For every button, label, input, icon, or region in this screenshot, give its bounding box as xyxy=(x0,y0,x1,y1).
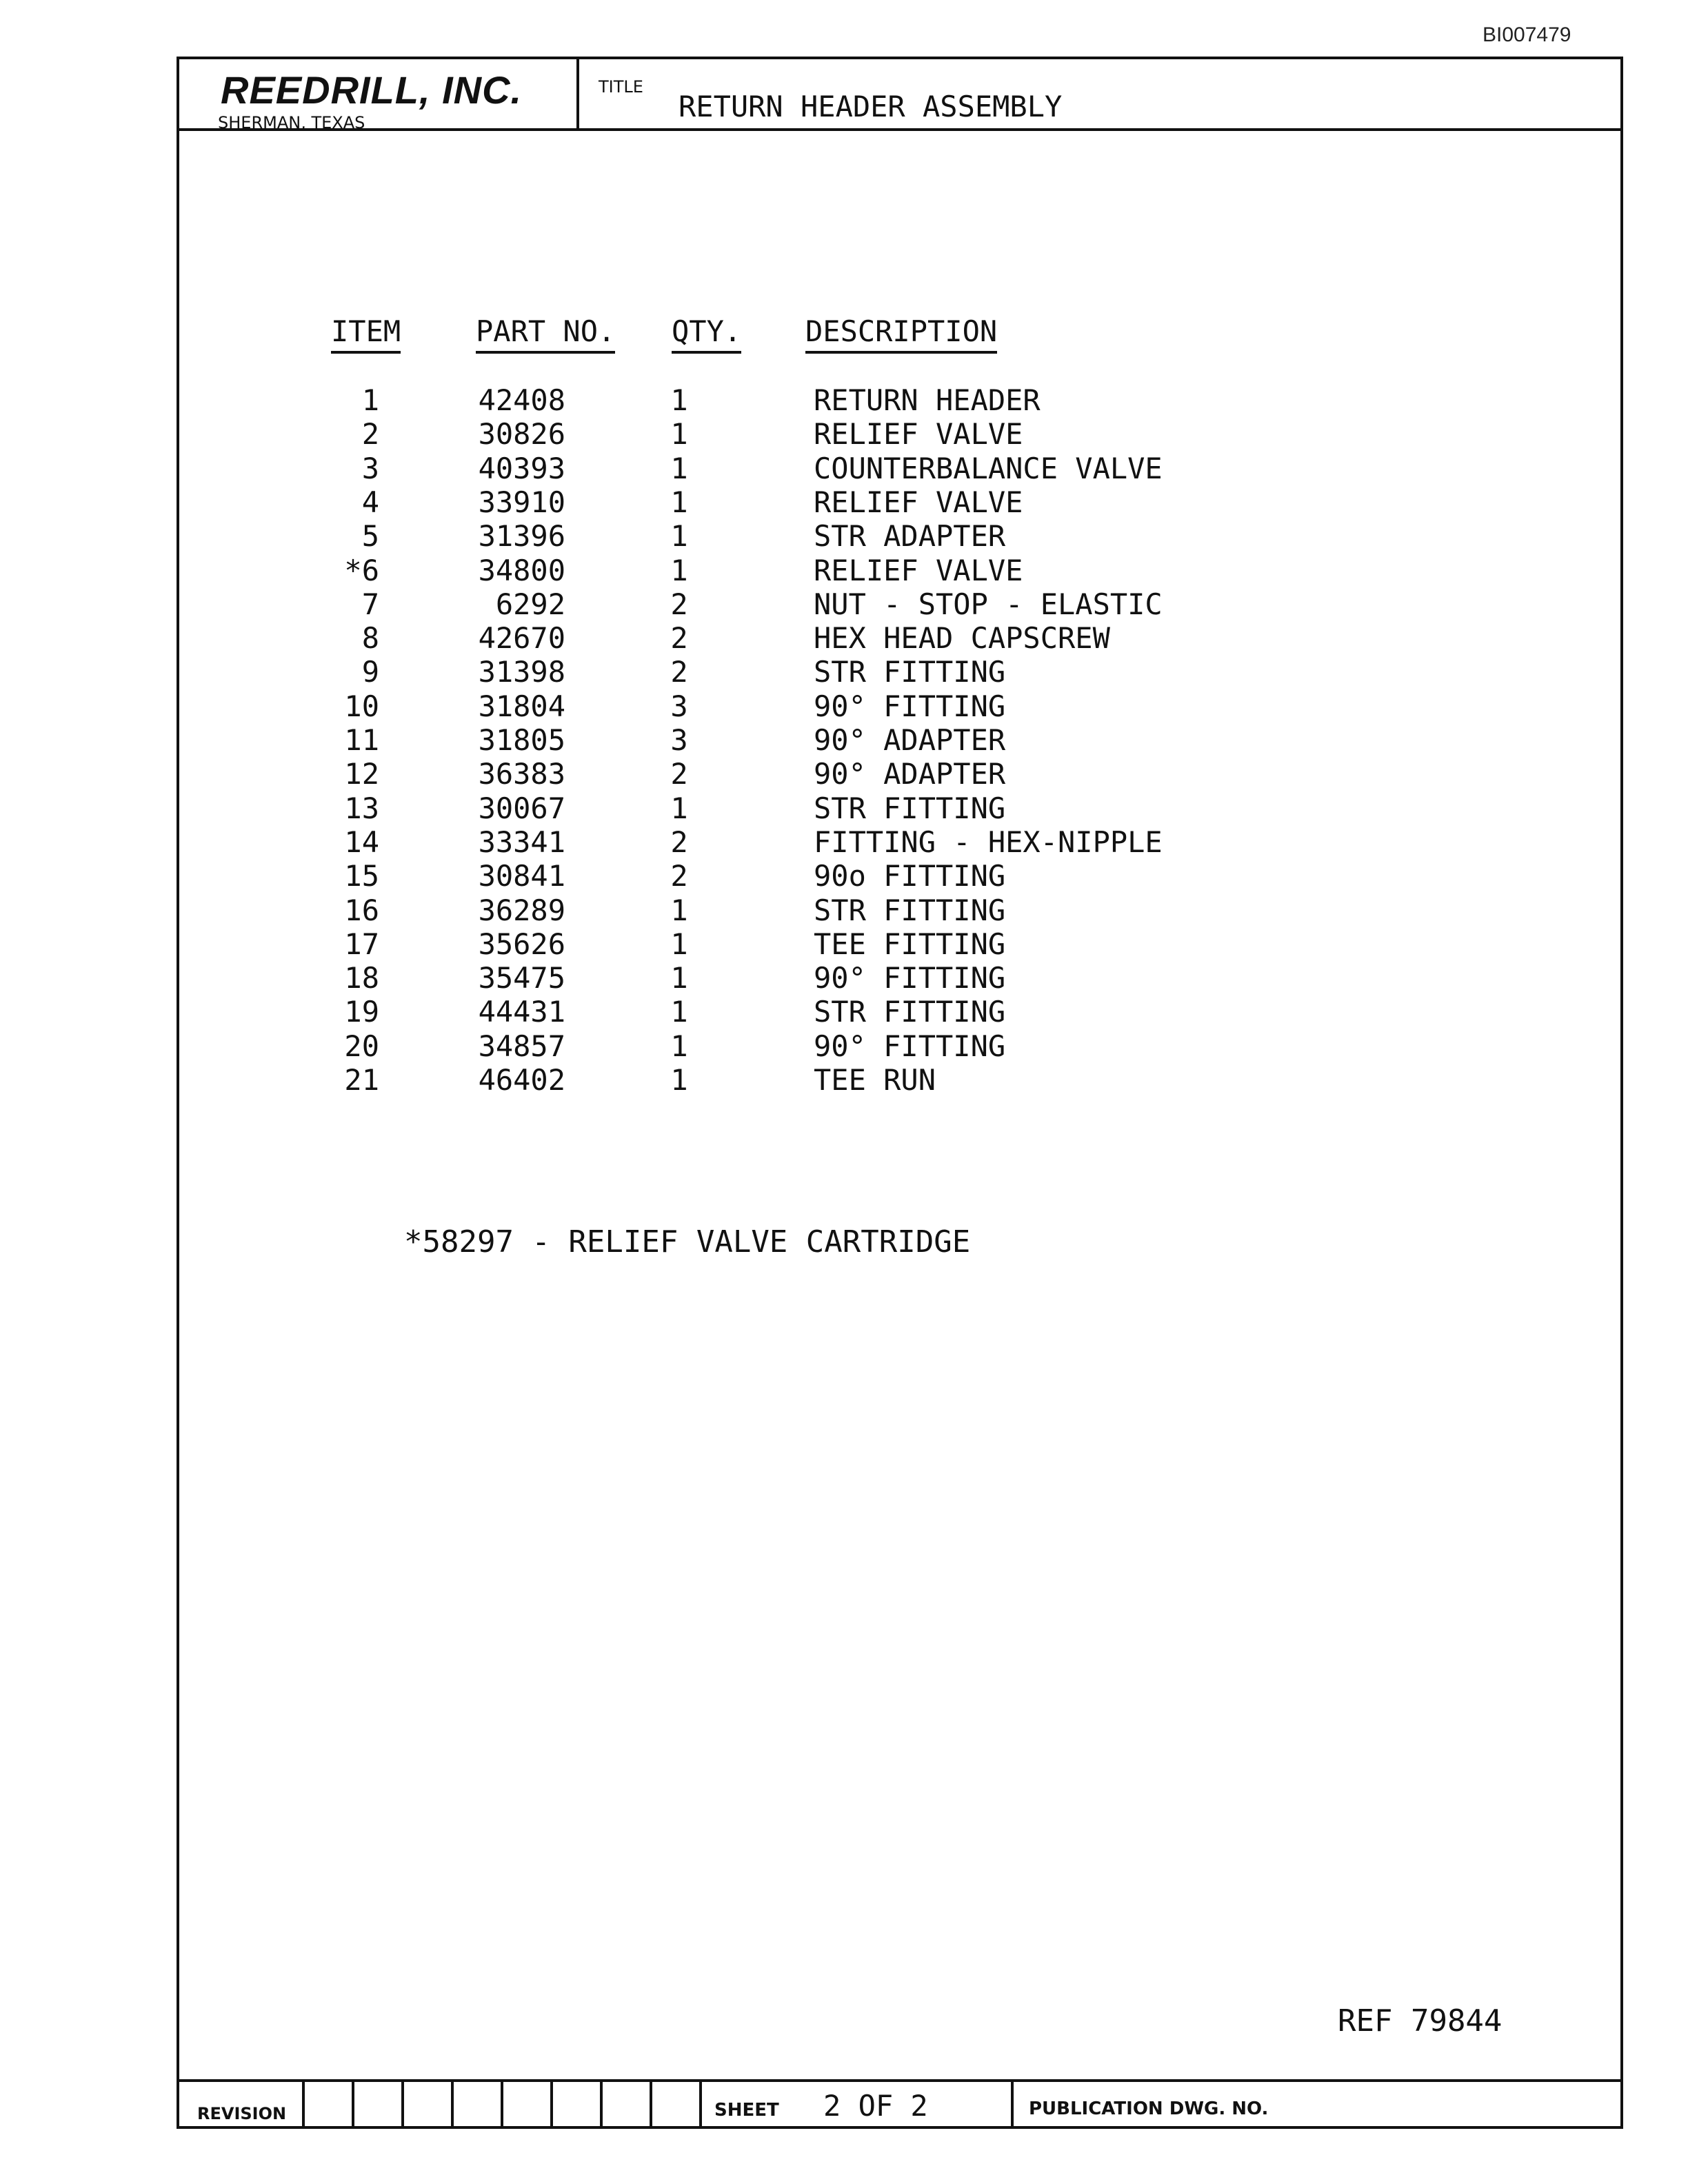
table-row xyxy=(179,1063,1620,1098)
cell-qty: 1 xyxy=(670,995,688,1029)
column-header-part-no: PART NO. xyxy=(476,314,615,354)
cell-description: COUNTERBALANCE VALVE xyxy=(814,451,1163,485)
cell-part-no: 34800 xyxy=(478,553,565,587)
cell-qty: 3 xyxy=(670,689,688,723)
column-header-qty: QTY. xyxy=(672,314,741,354)
cell-description: STR FITTING xyxy=(814,791,1006,825)
table-row xyxy=(179,383,1620,418)
cell-part-no: 31805 xyxy=(478,723,565,757)
table-row xyxy=(179,417,1620,452)
cell-part-no: 30841 xyxy=(478,859,565,893)
revision-cell xyxy=(501,2082,549,2129)
footnote: *58297 - RELIEF VALVE CARTRIDGE xyxy=(404,1224,971,1260)
cell-part-no: 31396 xyxy=(478,519,565,554)
cell-description: RETURN HEADER xyxy=(814,383,1041,417)
reference-number: REF 79844 xyxy=(1338,2003,1503,2039)
table-row xyxy=(179,655,1620,689)
revision-cell xyxy=(451,2082,499,2129)
table-row xyxy=(179,859,1620,893)
table-row xyxy=(179,825,1620,860)
cell-part-no: 42408 xyxy=(478,383,565,417)
publication-box-divider xyxy=(1011,2082,1014,2129)
cell-part-no: 33910 xyxy=(478,485,565,519)
company-name: REEDRILL, INC. xyxy=(221,68,523,112)
cell-item: 9 xyxy=(361,655,379,689)
document-id: BI007479 xyxy=(1483,23,1571,46)
cell-part-no: 46402 xyxy=(478,1063,565,1097)
header-divider xyxy=(179,128,1620,131)
cell-qty: 1 xyxy=(670,961,688,995)
cell-item: 8 xyxy=(361,621,379,656)
cell-description: 90° ADAPTER xyxy=(814,757,1006,791)
cell-description: 90° ADAPTER xyxy=(814,723,1006,757)
table-row xyxy=(179,961,1620,995)
cell-item: 7 xyxy=(361,587,379,621)
drawing-frame xyxy=(177,57,1623,2129)
cell-qty: 2 xyxy=(670,757,688,791)
cell-item: 18 xyxy=(344,961,379,995)
cell-qty: 1 xyxy=(670,791,688,825)
header-divider-vertical xyxy=(576,59,579,131)
document-title: RETURN HEADER ASSEMBLY xyxy=(679,90,1063,123)
cell-part-no: 34857 xyxy=(478,1029,565,1063)
cell-qty: 1 xyxy=(670,417,688,452)
cell-item: 11 xyxy=(344,723,379,757)
revision-cell xyxy=(401,2082,450,2129)
revision-cell xyxy=(550,2082,599,2129)
cell-part-no: 31398 xyxy=(478,655,565,689)
cell-part-no: 30826 xyxy=(478,417,565,452)
column-header-description: DESCRIPTION xyxy=(805,314,997,354)
cell-qty: 2 xyxy=(670,587,688,621)
cell-qty: 2 xyxy=(670,621,688,656)
cell-item: 20 xyxy=(344,1029,379,1063)
table-row xyxy=(179,757,1620,791)
cell-qty: 1 xyxy=(670,1063,688,1097)
cell-qty: 1 xyxy=(670,485,688,519)
cell-item: 12 xyxy=(344,757,379,791)
cell-description: RELIEF VALVE xyxy=(814,553,1023,587)
table-row xyxy=(179,791,1620,826)
cell-item: 14 xyxy=(344,825,379,859)
cell-qty: 1 xyxy=(670,927,688,961)
table-row xyxy=(179,1029,1620,1064)
cell-part-no: 40393 xyxy=(478,451,565,485)
table-row xyxy=(179,893,1620,928)
table-row xyxy=(179,485,1620,520)
cell-part-no: 44431 xyxy=(478,995,565,1029)
cell-qty: 1 xyxy=(670,451,688,485)
cell-description: STR ADAPTER xyxy=(814,519,1006,554)
revision-label: REVISION xyxy=(197,2104,287,2123)
cell-part-no: 42670 xyxy=(478,621,565,656)
table-row xyxy=(179,621,1620,656)
cell-description: STR FITTING xyxy=(814,655,1006,689)
cell-description: RELIEF VALVE xyxy=(814,417,1023,452)
cell-part-no: 35475 xyxy=(478,961,565,995)
cell-qty: 1 xyxy=(670,553,688,587)
cell-description: FITTING - HEX-NIPPLE xyxy=(814,825,1163,859)
table-row xyxy=(179,723,1620,758)
cell-part-no: 33341 xyxy=(478,825,565,859)
cell-part-no: 36383 xyxy=(478,757,565,791)
table-row xyxy=(179,587,1620,622)
cell-item: 13 xyxy=(344,791,379,825)
cell-item: 21 xyxy=(344,1063,379,1097)
sheet-box-divider xyxy=(699,2082,702,2129)
revision-cell xyxy=(650,2082,698,2129)
cell-qty: 3 xyxy=(670,723,688,757)
title-label: TITLE xyxy=(599,77,643,97)
cell-part-no: 31804 xyxy=(478,689,565,723)
table-row xyxy=(179,554,1620,588)
cell-part-no: 36289 xyxy=(478,893,565,927)
cell-item: 19 xyxy=(344,995,379,1029)
cell-item: 5 xyxy=(361,519,379,554)
cell-description: 90o FITTING xyxy=(814,859,1006,893)
cell-item: 1 xyxy=(361,383,379,417)
revision-cell xyxy=(302,2082,350,2129)
cell-qty: 1 xyxy=(670,1029,688,1063)
cell-part-no: 6292 xyxy=(495,587,565,621)
sheet-label: SHEET xyxy=(714,2100,779,2121)
company-location: SHERMAN, TEXAS xyxy=(218,113,365,132)
column-header-item: ITEM xyxy=(331,314,401,354)
cell-description: RELIEF VALVE xyxy=(814,485,1023,519)
cell-description: 90° FITTING xyxy=(814,1029,1006,1063)
table-row xyxy=(179,689,1620,724)
cell-description: 90° FITTING xyxy=(814,961,1006,995)
cell-description: TEE FITTING xyxy=(814,927,1006,961)
cell-item: 3 xyxy=(361,451,379,485)
cell-qty: 2 xyxy=(670,825,688,859)
table-row xyxy=(179,995,1620,1029)
cell-description: TEE RUN xyxy=(814,1063,936,1097)
sheet-number: 2 OF 2 xyxy=(823,2089,928,2123)
cell-item: 4 xyxy=(361,485,379,519)
cell-description: STR FITTING xyxy=(814,995,1006,1029)
cell-qty: 1 xyxy=(670,893,688,927)
cell-description: 90° FITTING xyxy=(814,689,1006,723)
table-row xyxy=(179,927,1620,962)
cell-item: 2 xyxy=(361,417,379,452)
cell-item: 17 xyxy=(344,927,379,961)
cell-part-no: 30067 xyxy=(478,791,565,825)
cell-qty: 1 xyxy=(670,519,688,554)
table-row xyxy=(179,519,1620,554)
cell-qty: 2 xyxy=(670,655,688,689)
cell-description: NUT - STOP - ELASTIC xyxy=(814,587,1163,621)
cell-qty: 2 xyxy=(670,859,688,893)
revision-cell xyxy=(352,2082,400,2129)
cell-part-no: 35626 xyxy=(478,927,565,961)
table-row xyxy=(179,452,1620,486)
cell-item: *6 xyxy=(344,553,379,587)
cell-description: STR FITTING xyxy=(814,893,1006,927)
revision-cell xyxy=(600,2082,648,2129)
cell-item: 10 xyxy=(344,689,379,723)
cell-item: 15 xyxy=(344,859,379,893)
cell-description: HEX HEAD CAPSCREW xyxy=(814,621,1110,656)
cell-item: 16 xyxy=(344,893,379,927)
publication-dwg-label: PUBLICATION DWG. NO. xyxy=(1029,2099,1269,2119)
cell-qty: 1 xyxy=(670,383,688,417)
